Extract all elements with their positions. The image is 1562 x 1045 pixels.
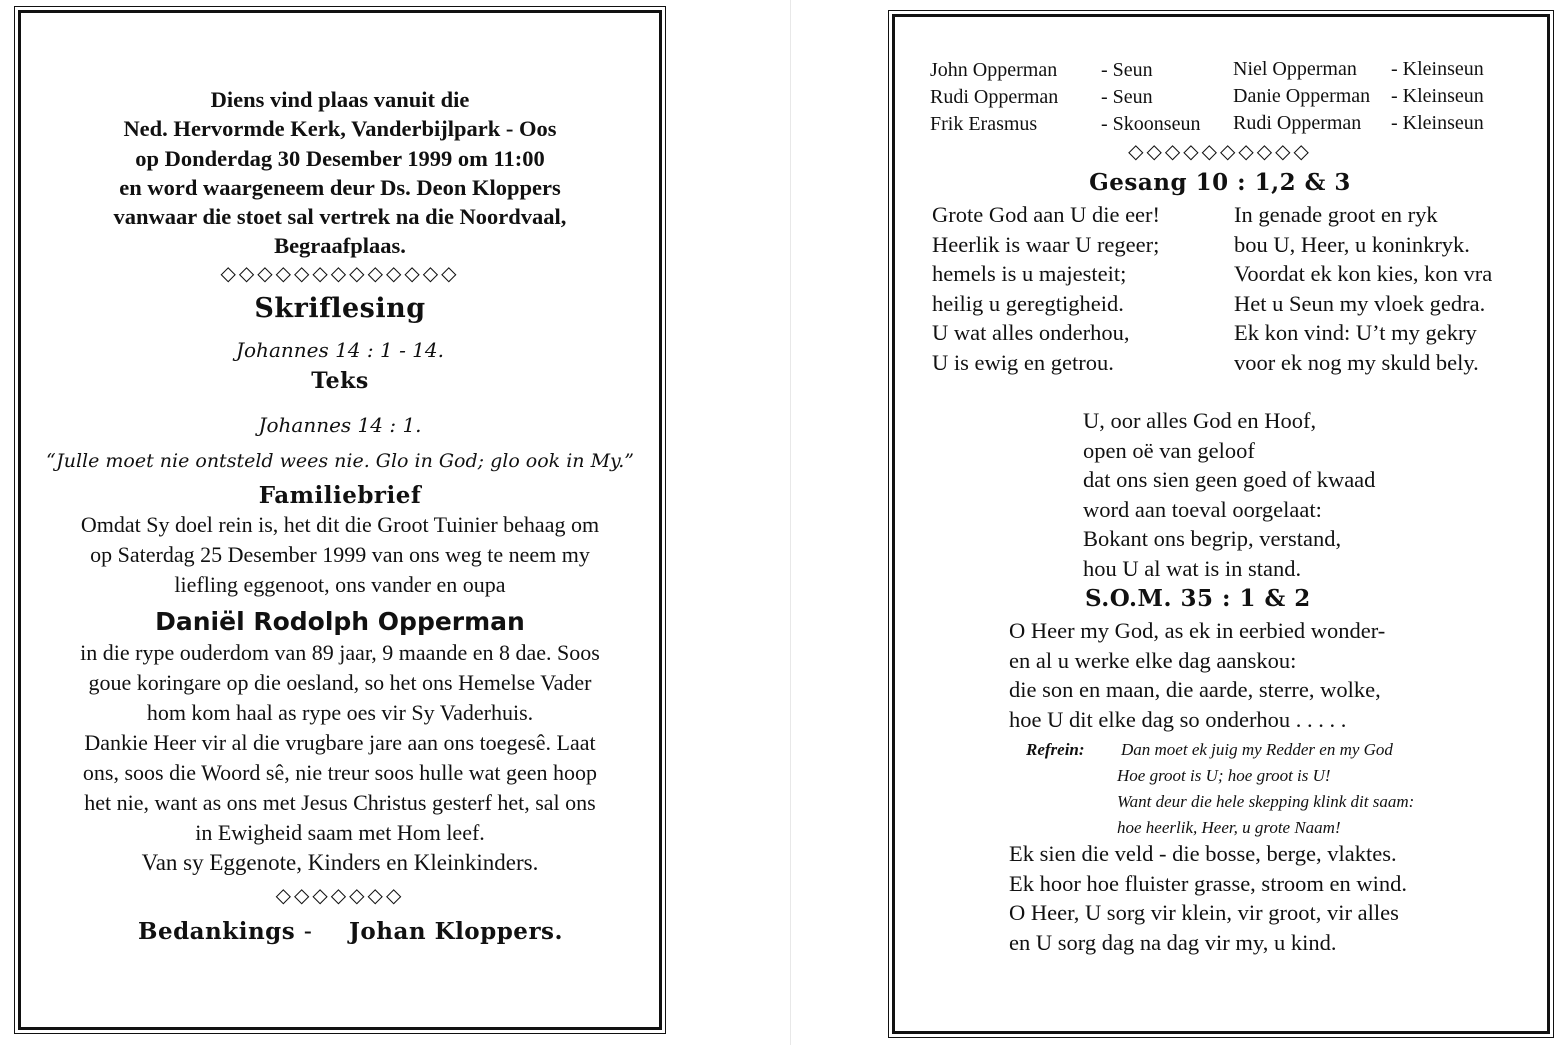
verse-line: Bokant ons begrip, verstand, [1083, 526, 1342, 551]
service-details [21, 85, 659, 261]
thanks-dash: - [304, 918, 312, 943]
hymn1-verse2 [1234, 200, 1492, 377]
tribute-line: in die rype ouderdom van 89 jaar, 9 maande en 8 dae. Soos [80, 640, 600, 665]
verse-line: en al u werke elke dag aanskou: [1009, 647, 1297, 673]
verse-line: Grote God aan U die eer! [932, 202, 1161, 227]
verse-line: U is ewig en getrou. [932, 349, 1114, 375]
tribute-line: het nie, want as ons met Jesus Christus gesterf het, sal ons [84, 790, 596, 815]
hymn1-verse3 [1083, 406, 1375, 583]
bearer-name: Rudi Opperman [930, 86, 1059, 108]
text-reference: Johannes 14 : 1. [258, 413, 422, 437]
verse-line: Ek hoor hoe fluister grasse, stroom en wind. [1009, 870, 1408, 896]
refrain-line: hoe heerlik, Heer, u grote Naam! [1117, 818, 1341, 837]
ornament-divider: ◇◇◇◇◇◇◇◇◇◇ [1128, 141, 1312, 163]
refrain-line: Dan moet ek juig my Redder en my God [1121, 740, 1393, 759]
right-page [892, 14, 1550, 1034]
verse-line: U wat alles onderhou, [932, 320, 1130, 345]
text-heading: Teks [311, 368, 369, 394]
service-line: vanwaar die stoet sal vertrek na die Noordvaal, [113, 204, 567, 230]
ornament-divider: ◇◇◇◇◇◇◇ [275, 885, 405, 907]
text-quote: “Julle moet nie ontsteld wees nie. Glo in God; glo ook in My.” [45, 450, 635, 472]
family-letter-line: Omdat Sy doel rein is, het dit die Groot Tuinier behaag om [80, 512, 600, 537]
left-page [18, 10, 662, 1030]
verse-line: hemels is u majesteit; [932, 261, 1127, 286]
family-letter [21, 510, 659, 600]
tribute [21, 638, 659, 848]
service-line: Diens vind plaas vanuit die [210, 87, 470, 112]
thanks-name: Johan Kloppers. [349, 918, 564, 945]
bearer-role: - Kleinseun [1391, 58, 1484, 80]
family-letter-heading: Familiebrief [258, 482, 422, 509]
service-line: en word waargeneem deur Ds. Deon Kloppers [119, 174, 561, 200]
bearer-name: Frik Erasmus [930, 113, 1038, 135]
refrain-label: Refrein: [1026, 740, 1085, 759]
hymn2-verse1 [1009, 616, 1385, 734]
bearer-role: - Kleinseun [1391, 112, 1484, 134]
verse-line: Heerlik is waar U regeer; [932, 231, 1160, 257]
bearer-name: Rudi Opperman [1233, 112, 1362, 134]
verse-line: O Heer my God, as ek in eerbied wonder- [1009, 618, 1386, 643]
page-fold [790, 0, 791, 1045]
verse-line: Ek sien die veld - die bosse, berge, vlaktes. [1009, 841, 1397, 866]
tribute-line: Dankie Heer vir al die vrugbare jare aan ons toegesê. Laat [84, 730, 596, 755]
verse-line: U, oor alles God en Hoof, [1083, 408, 1317, 433]
service-line: Begraafplaas. [274, 233, 406, 259]
scripture-reference: Johannes 14 : 1 - 14. [236, 338, 444, 362]
refrain [1117, 737, 1414, 841]
hymn1-verse1 [932, 200, 1160, 377]
verse-line: word aan toeval oorgelaat: [1083, 496, 1322, 522]
tribute-line: in Ewigheid saam met Hom leef. [195, 820, 485, 845]
hymn2-verse2 [1009, 839, 1407, 957]
bearer-role: - Seun [1101, 86, 1153, 108]
verse-line: O Heer, U sorg vir klein, vir groot, vir alles [1009, 900, 1399, 925]
refrain-line: Hoe groot is U; hoe groot is U! [1117, 766, 1331, 785]
verse-line: Ek kon vind: U’t my gekry [1234, 320, 1477, 345]
tribute-line: goue koringare op die oesland, so het ons Hemelse Vader [88, 670, 592, 695]
scripture-heading: Skriflesing [254, 293, 426, 324]
family-letter-line: liefling eggenoot, ons vander en oupa [174, 572, 506, 597]
tribute-line: hom kom haal as rype oes vir Sy Vaderhuis. [146, 700, 534, 725]
hymn2-heading: S.O.M. 35 : 1 & 2 [1085, 585, 1311, 612]
family-letter-line: op Saterdag 25 Desember 1999 van ons weg te neem my [90, 542, 590, 567]
family-signoff: Van sy Eggenote, Kinders en Kleinkinders. [141, 850, 539, 875]
verse-line: Het u Seun my vloek gedra. [1234, 290, 1486, 316]
verse-line: In genade groot en ryk [1234, 202, 1438, 227]
bearer-role: - Kleinseun [1391, 85, 1484, 107]
ornament-divider: ◇◇◇◇◇◇◇◇◇◇◇◇◇ [220, 263, 460, 285]
verse-line: heilig u geregtigheid. [932, 290, 1124, 316]
hymn1-heading: Gesang 10 : 1,2 & 3 [1089, 169, 1351, 196]
deceased-name: Daniël Rodolph Opperman [155, 607, 525, 636]
refrain-line: Want deur die hele skepping klink dit saam: [1117, 792, 1415, 811]
bearer-name: Danie Opperman [1233, 85, 1371, 107]
verse-line: hoe U dit elke dag so onderhou . . . . . [1009, 706, 1347, 732]
verse-line: Voordat ek kon kies, kon vra [1234, 261, 1493, 286]
bearer-name: John Opperman [930, 59, 1058, 81]
bearer-role: - Seun [1101, 59, 1153, 81]
verse-line: voor ek nog my skuld bely. [1234, 349, 1479, 375]
bearer-role: - Skoonseun [1101, 113, 1201, 135]
bearer-name: Niel Opperman [1233, 58, 1357, 80]
verse-line: dat ons sien geen goed of kwaad [1083, 467, 1376, 492]
service-line: Ned. Hervormde Kerk, Vanderbijlpark - Oos [123, 116, 557, 142]
verse-line: en U sorg dag na dag vir my, u kind. [1009, 929, 1337, 955]
verse-line: hou U al wat is in stand. [1083, 555, 1302, 581]
tribute-line: ons, soos die Woord sê, nie treur soos hulle wat geen hoop [82, 760, 598, 785]
verse-line: bou U, Heer, u koninkryk. [1234, 231, 1470, 257]
service-line: op Donderdag 30 Desember 1999 om 11:00 [135, 145, 545, 171]
verse-line: open oë van geloof [1083, 437, 1255, 463]
thanks-label: Bedankings [138, 918, 296, 945]
verse-line: die son en maan, die aarde, sterre, wolke, [1009, 677, 1381, 702]
